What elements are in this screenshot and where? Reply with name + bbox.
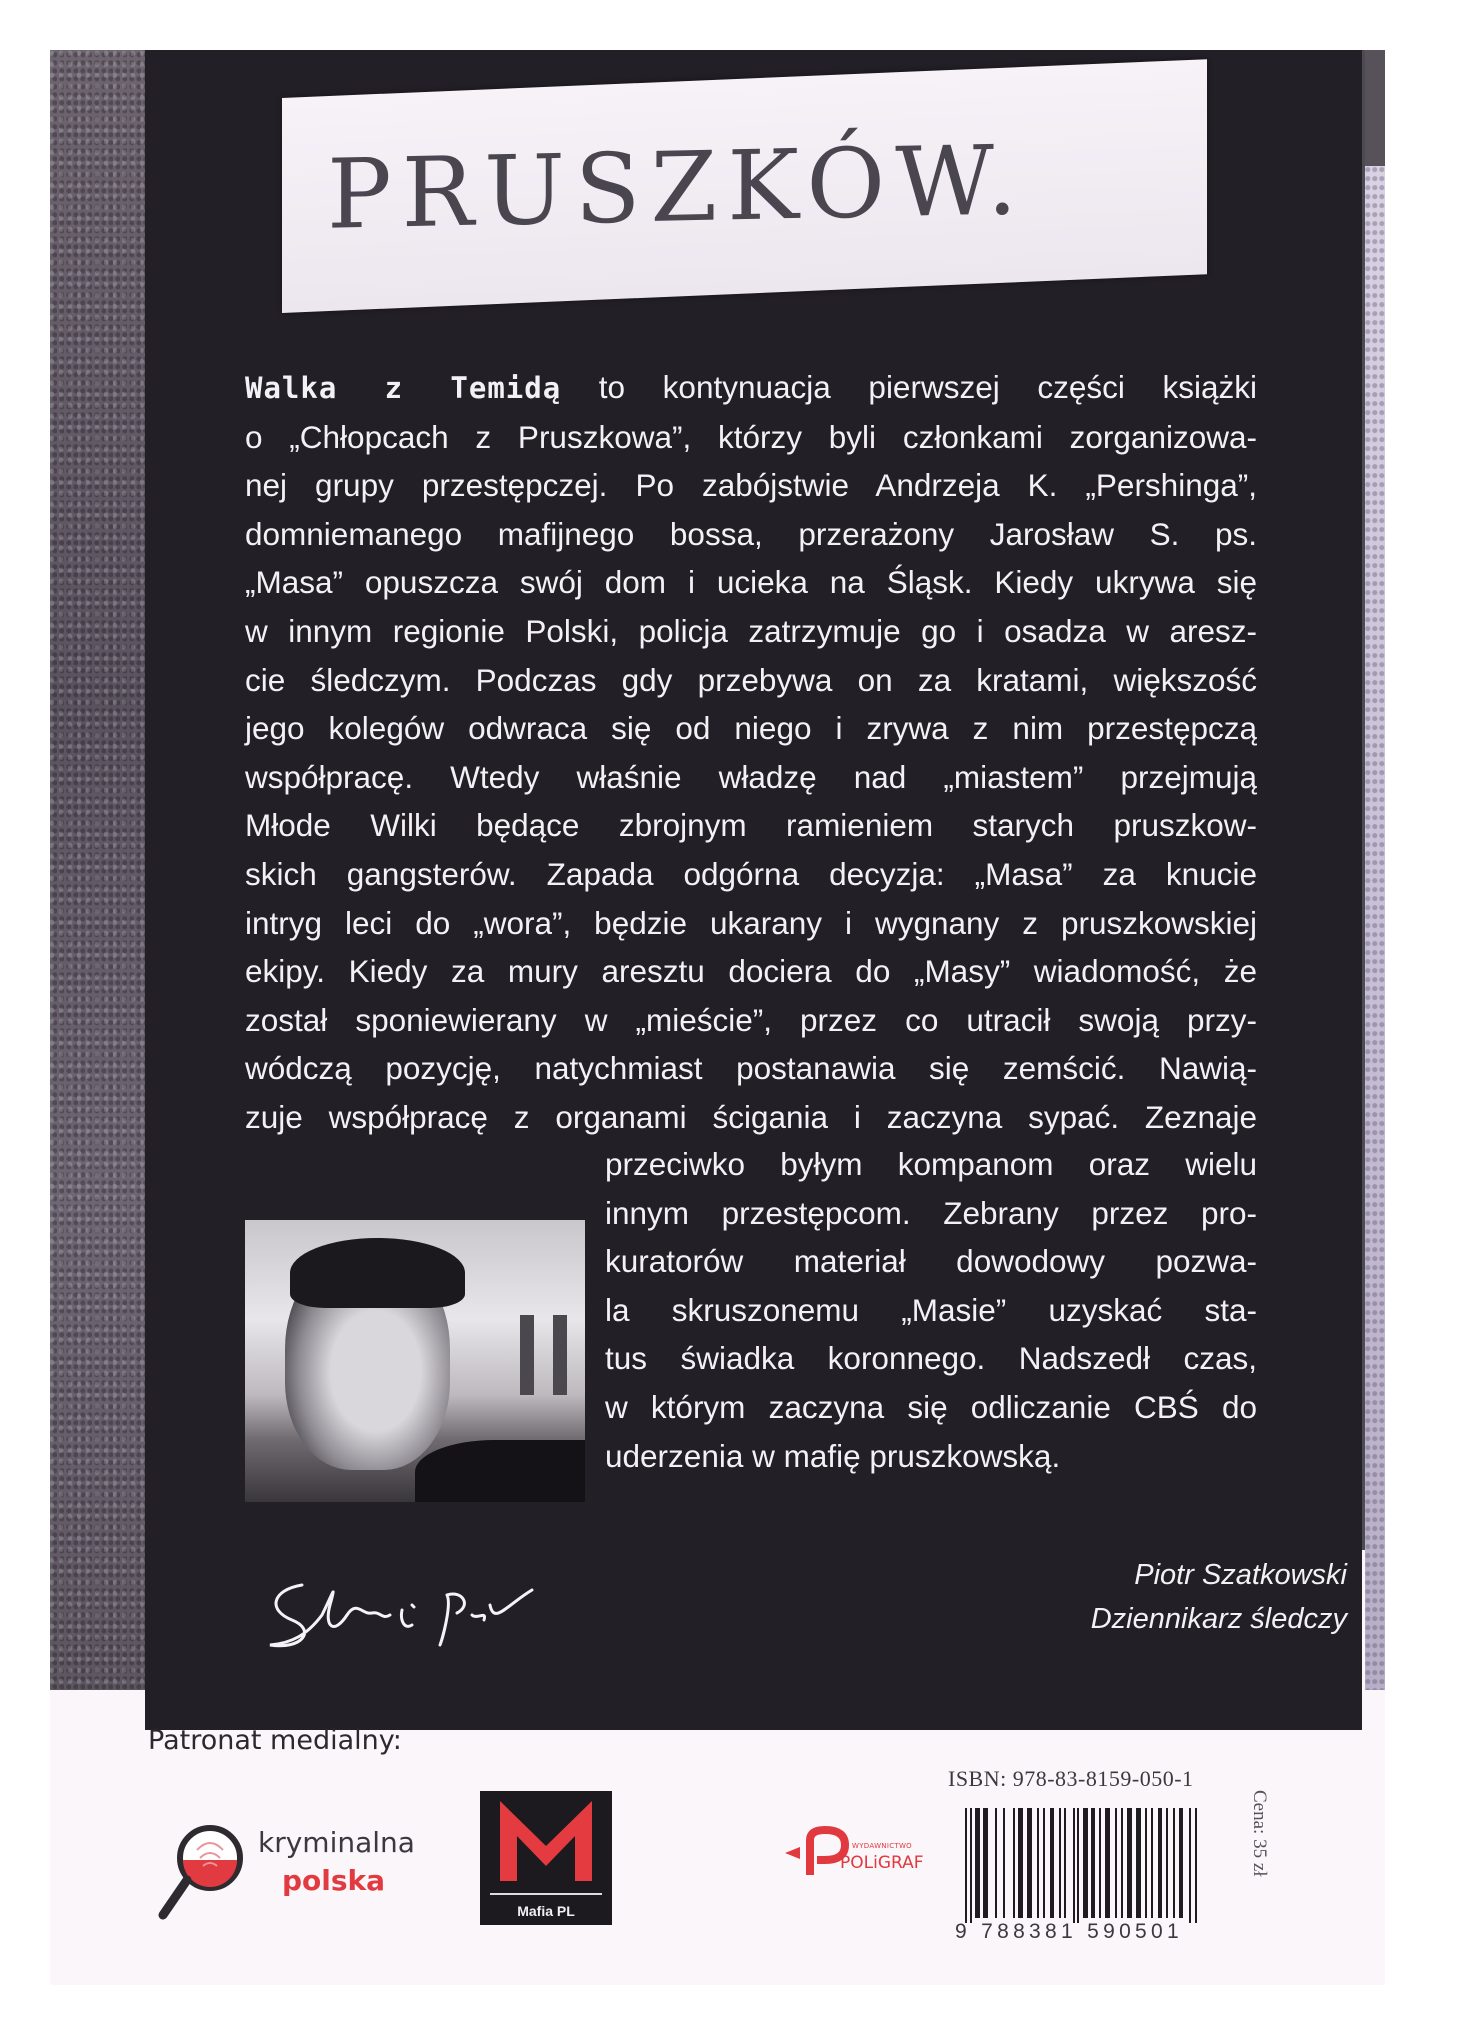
blurb-line: wódczą pozycję, natychmiast postanawia się zemścić. Nawią-	[245, 1050, 1257, 1087]
isbn-label: ISBN: 978-83-8159-050-1	[948, 1766, 1194, 1791]
price-label: Cena: 35 zł	[1249, 1790, 1270, 1877]
blurb-text	[245, 363, 1257, 1142]
blurb-line: został sponiewierany w „mieście”, przez co utracił swoją przy-	[245, 1001, 1257, 1038]
blurb-line: skich gangsterów. Zapada odgórna decyzja: „Masa” za knucie	[245, 855, 1257, 892]
blurb-line: cie śledczym. Podczas gdy przebywa on za kratami, większość	[245, 661, 1257, 698]
background-tower	[553, 1315, 567, 1395]
portrait-hair	[290, 1238, 465, 1308]
portrait-shoulder	[415, 1440, 585, 1502]
right-top-strip	[1365, 50, 1385, 166]
mafia-label: Mafia PL	[517, 1903, 575, 1919]
background-tower	[520, 1315, 534, 1395]
barcode-digits: 9 788381 590501	[955, 1920, 1183, 1943]
blurb-line: ekipy. Kiedy za mury aresztu dociera do „Masy” wiadomość, że	[245, 953, 1257, 990]
blurb-line: uderzenia w mafię pruszkowską.	[605, 1437, 1061, 1474]
blurb-line: Walka z Temidą to kontynuacja pierwszej części książki	[245, 369, 1257, 405]
blurb-line: kuratorów materiał dowodowy pozwa-	[605, 1243, 1257, 1280]
media-patronage-label: Patronat medialny:	[148, 1725, 402, 1756]
mafia-pl-logo	[480, 1791, 612, 1925]
blurb-line: współpracę. Wtedy właśnie władzę nad „miastem” przejmują	[245, 758, 1257, 795]
blurb-line: Młode Wilki będące zbrojnym ramieniem starych pruszkow-	[245, 807, 1257, 844]
blurb-line: la skruszonemu „Masie” uzyskać sta-	[605, 1291, 1257, 1328]
right-texture-strip	[1365, 166, 1385, 1690]
poligraf-wydawnictwo: WYDAWNICTWO	[852, 1842, 912, 1850]
author-name: Piotr Szatkowski	[1134, 1559, 1347, 1591]
left-texture-strip	[50, 50, 145, 1690]
blurb-line: intryg leci do „wora”, będzie ukarany i wygnany z pruszkowskiej	[245, 904, 1257, 941]
polska-text: polska	[282, 1864, 386, 1897]
blurb-line: nej grupy przestępczej. Po zabójstwie Andrzeja K. „Pershinga”,	[245, 467, 1257, 504]
author-signature	[262, 1565, 562, 1660]
blurb-line: „Masa” opuszcza swój dom i ucieka na Śląsk. Kiedy ukrywa się	[245, 564, 1257, 601]
kryminalna-text: kryminalna	[258, 1826, 415, 1859]
barcode	[965, 1808, 1205, 1923]
poligraf-name: POLiGRAF	[840, 1853, 924, 1873]
blurb-line: w innym regionie Polski, policja zatrzymuje go i osadza w aresz-	[245, 612, 1257, 649]
m-letter-icon	[480, 1791, 612, 1891]
mafia-divider	[490, 1893, 602, 1895]
author-portrait	[245, 1220, 585, 1502]
blurb-text-indented	[605, 1140, 1257, 1480]
blurb-line: jego kolegów odwraca się od niego i zrywa z nim przestępczą	[245, 710, 1257, 747]
blurb-line: przeciwko byłym kompanom oraz wielu	[605, 1146, 1257, 1182]
blurb-line: w którym zaczyna się odliczanie CBŚ do	[605, 1388, 1257, 1425]
blurb-line: o „Chłopcach z Pruszkowa”, którzy byli członkami zorganizowa-	[245, 418, 1257, 455]
book-title: Walka z Temidą	[245, 371, 562, 405]
author-role: Dziennikarz śledczy	[1090, 1603, 1347, 1635]
blurb-line: zuje współpracę z organami ścigania i zaczyna sypać. Zeznaje	[245, 1098, 1257, 1135]
author-credit	[1091, 1553, 1347, 1641]
blurb-line: innym przestępcom. Zebrany przez pro-	[605, 1194, 1257, 1231]
pruszkow-sign	[282, 59, 1207, 313]
sign-title: PRUSZKÓW.	[327, 124, 1028, 251]
blurb-line: domniemanego mafijnego bossa, przerażony Jarosław S. ps.	[245, 515, 1257, 552]
blurb-line: tus świadka koronnego. Nadszedł czas,	[605, 1340, 1257, 1377]
